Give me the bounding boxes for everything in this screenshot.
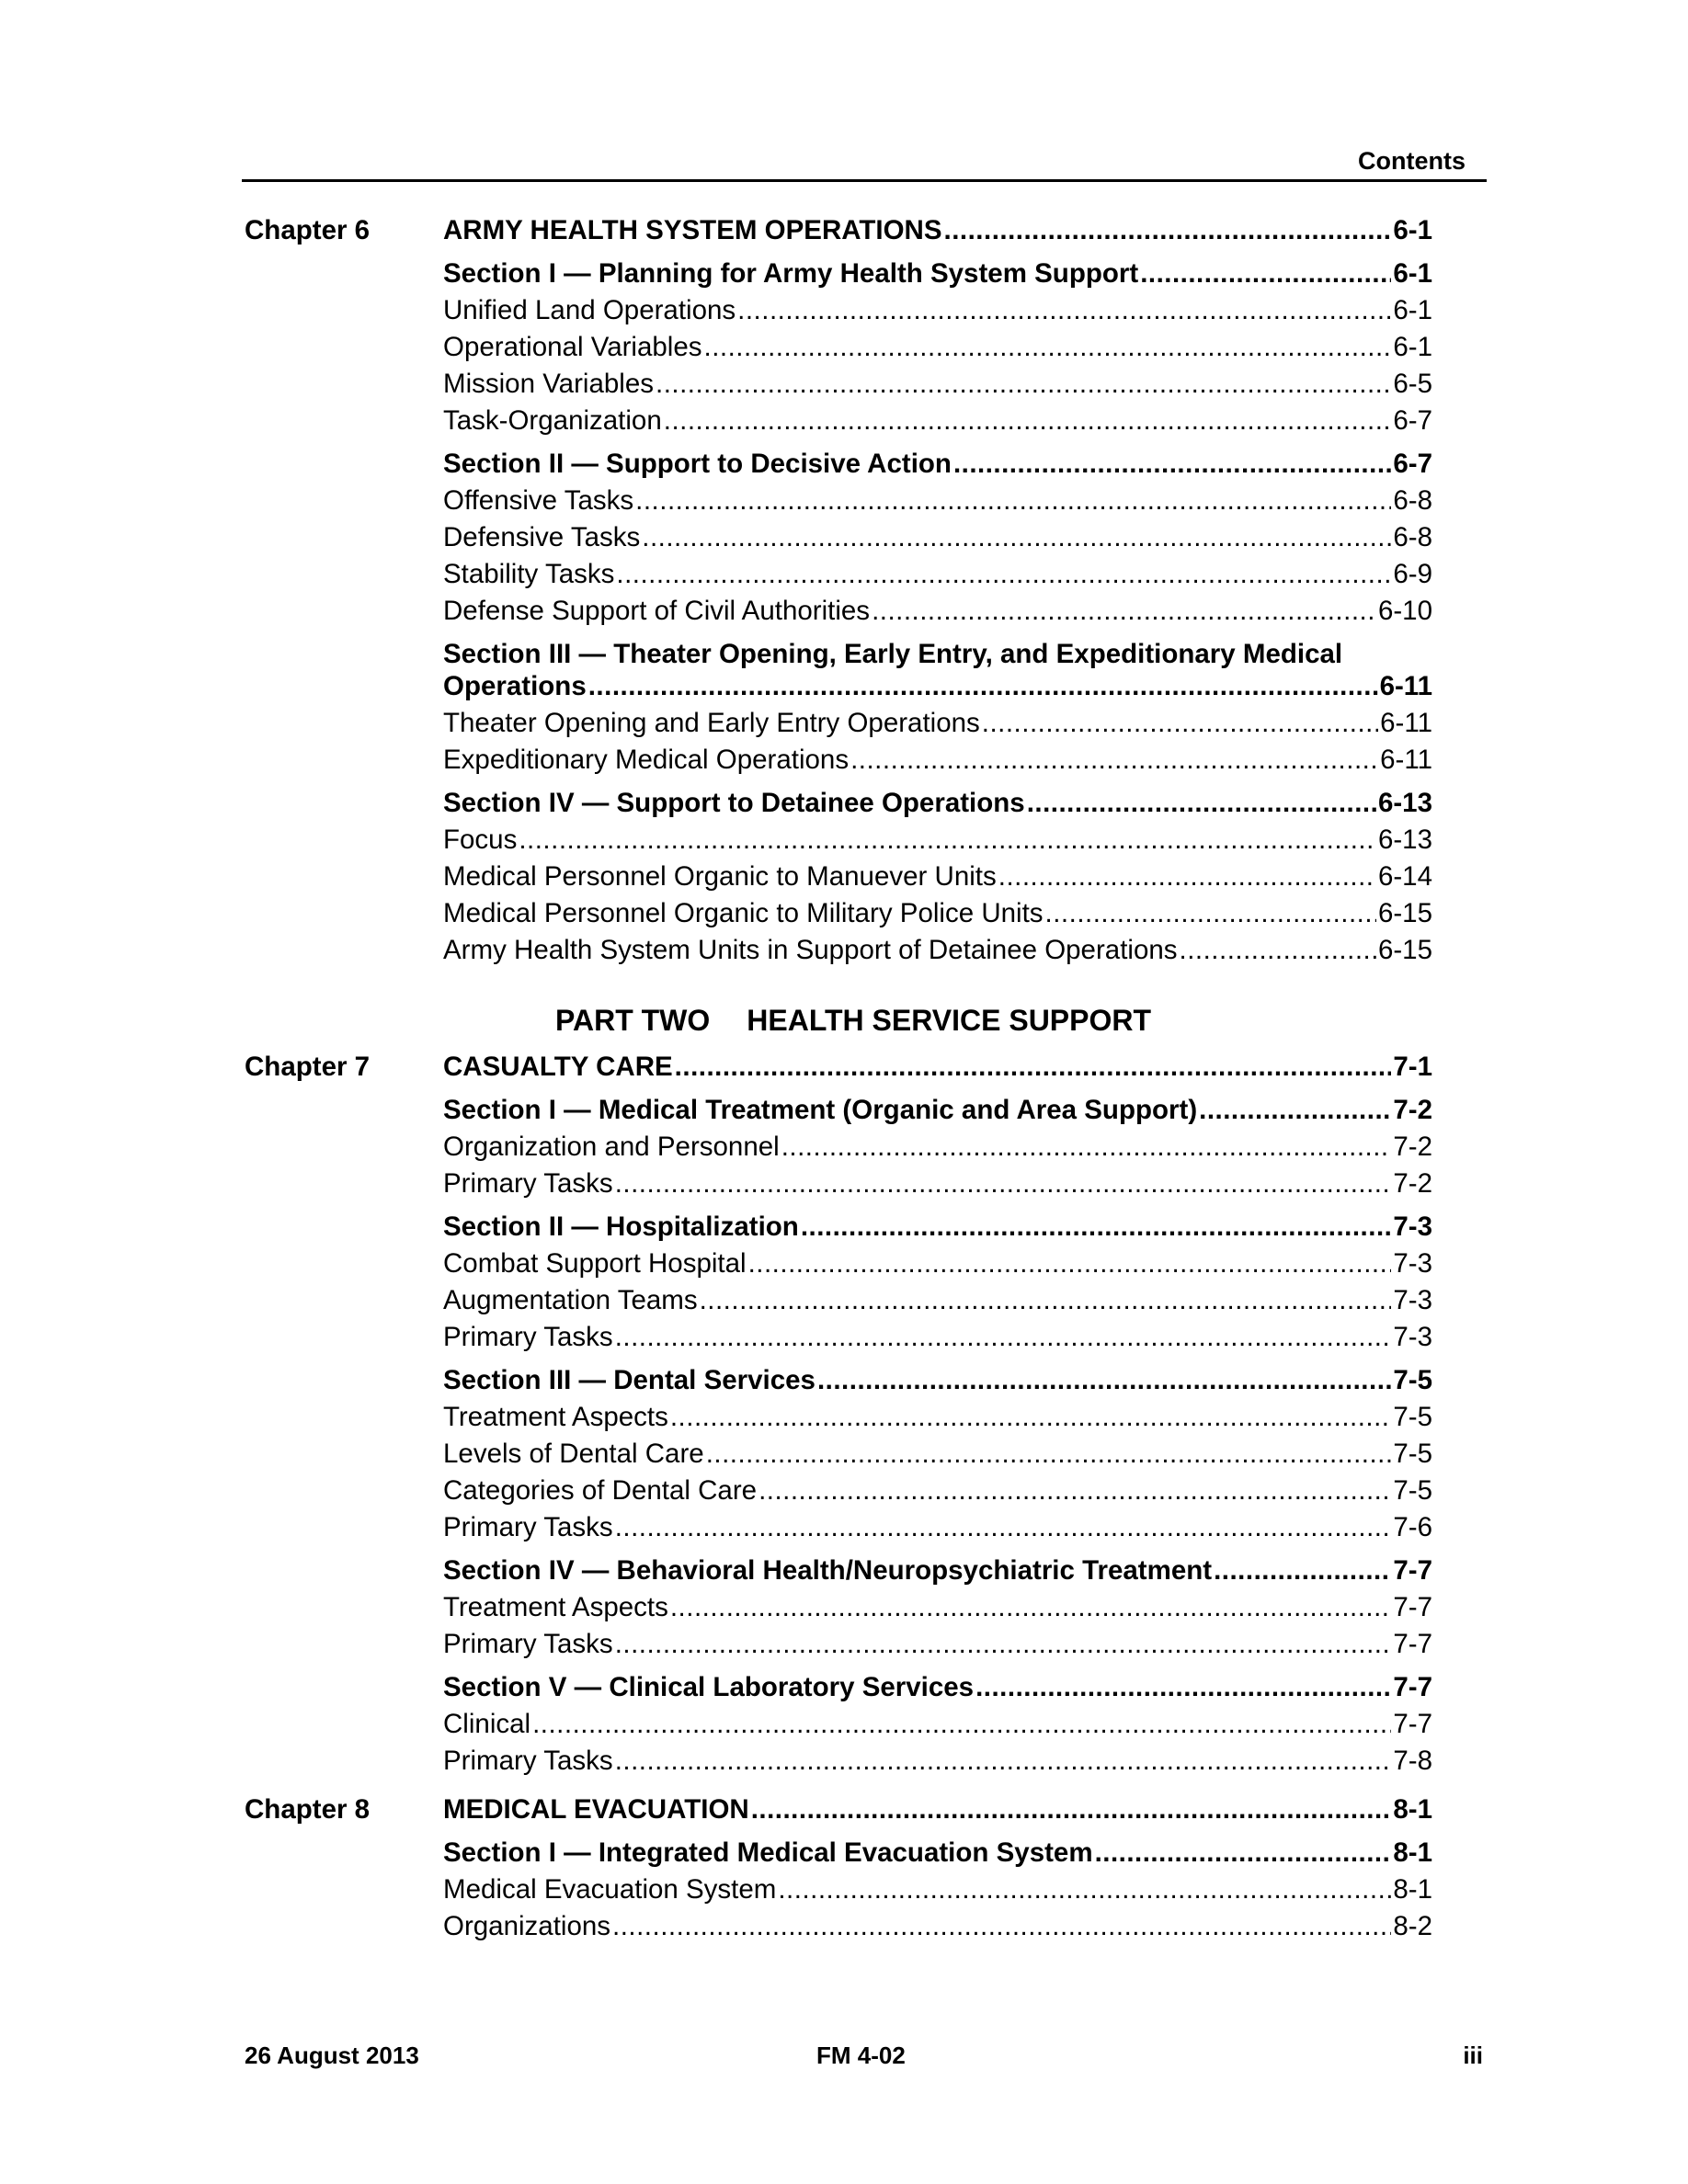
- dot-leader: [670, 1401, 1392, 1434]
- entry-title: Primary Tasks: [443, 1629, 613, 1659]
- entry-title: Combat Support Hospital: [443, 1248, 747, 1279]
- topic-row[interactable]: [443, 1131, 1432, 1164]
- page-number: 7-3: [1393, 1285, 1432, 1315]
- footer-document-id: FM 4-02: [816, 2042, 906, 2069]
- entry-title: Organizations: [443, 1911, 611, 1941]
- dot-leader: [872, 595, 1376, 628]
- running-head: Contents: [1358, 147, 1466, 175]
- page-number: 7-2: [1393, 1095, 1432, 1125]
- topic-row[interactable]: [443, 368, 1432, 401]
- page-number: 6-15: [1377, 898, 1432, 928]
- entry-title: Levels of Dental Care: [443, 1439, 704, 1469]
- page-number: 8-1: [1393, 1837, 1432, 1868]
- dot-leader: [616, 558, 1391, 591]
- topic-row[interactable]: [443, 1708, 1432, 1741]
- chapter-title: CASUALTY CARE: [443, 1052, 673, 1082]
- page-number: 6-7: [1393, 405, 1432, 436]
- topic-row[interactable]: [443, 294, 1432, 327]
- entry-title: Operations: [443, 671, 587, 701]
- entry-title: Primary Tasks: [443, 1512, 613, 1542]
- dot-leader: [748, 1247, 1392, 1280]
- page-number: 6-15: [1377, 935, 1432, 965]
- section-title-first-line: Section III — Theater Opening, Early Entry, and Expeditionary Medical: [443, 639, 1343, 669]
- dot-leader: [704, 331, 1392, 364]
- topic-row[interactable]: [443, 744, 1432, 777]
- dot-leader: [612, 1910, 1391, 1943]
- topic-row[interactable]: [443, 824, 1432, 857]
- part-title: HEALTH SERVICE SUPPORT: [747, 1004, 1152, 1037]
- topic-row[interactable]: [443, 1591, 1432, 1624]
- chapter-title-row[interactable]: [443, 1051, 1432, 1084]
- dot-leader: [1140, 257, 1391, 290]
- entry-title: Section I — Integrated Medical Evacuation System: [443, 1837, 1093, 1868]
- entry-title: Focus: [443, 825, 518, 855]
- footer-page-number: iii: [1463, 2042, 1483, 2069]
- dot-leader: [635, 484, 1391, 518]
- page-number: 7-2: [1393, 1168, 1432, 1199]
- dot-leader: [998, 860, 1376, 893]
- page-number: 7-3: [1393, 1248, 1432, 1279]
- dot-leader: [778, 1873, 1391, 1906]
- chapter-label: Chapter 7: [245, 1052, 371, 1082]
- topic-row[interactable]: [443, 521, 1432, 554]
- topic-row[interactable]: [443, 558, 1432, 591]
- topic-row[interactable]: [443, 860, 1432, 893]
- dot-leader: [615, 1628, 1392, 1661]
- dot-leader: [944, 214, 1392, 247]
- section-row[interactable]: [443, 1837, 1432, 1870]
- topic-row[interactable]: [443, 1321, 1432, 1354]
- dot-leader: [615, 1321, 1392, 1354]
- entry-title: Mission Variables: [443, 369, 654, 399]
- page-number: 6-9: [1393, 559, 1432, 589]
- page-number: 7-7: [1393, 1709, 1432, 1739]
- dot-leader: [982, 707, 1378, 740]
- entry-title: Section IV — Behavioral Health/Neuropsychiatric Treatment: [443, 1555, 1213, 1586]
- page-number: 6-1: [1393, 215, 1432, 245]
- entry-title: Operational Variables: [443, 332, 702, 362]
- header-rule: [242, 179, 1487, 182]
- section-row[interactable]: [443, 257, 1432, 290]
- dot-leader: [656, 368, 1391, 401]
- page-number: 6-8: [1393, 522, 1432, 552]
- topic-row[interactable]: [443, 707, 1432, 740]
- section-row[interactable]: [443, 1094, 1432, 1127]
- entry-title: Section V — Clinical Laboratory Services: [443, 1672, 975, 1702]
- part-number: PART TWO: [555, 1004, 711, 1037]
- entry-title: Categories of Dental Care: [443, 1475, 758, 1506]
- dot-leader: [615, 1167, 1392, 1200]
- entry-title: Section I — Medical Treatment (Organic and Area Support): [443, 1095, 1198, 1125]
- page-number: 7-6: [1393, 1512, 1432, 1542]
- topic-row[interactable]: [443, 1167, 1432, 1200]
- chapter-label: Chapter 8: [245, 1794, 371, 1825]
- entry-title: Section II — Hospitalization: [443, 1211, 799, 1242]
- page-number: 6-5: [1393, 369, 1432, 399]
- topic-row[interactable]: [443, 484, 1432, 518]
- dot-leader: [700, 1284, 1392, 1317]
- page-number: 7-1: [1393, 1052, 1432, 1082]
- dot-leader: [532, 1708, 1391, 1741]
- topic-row[interactable]: [443, 934, 1432, 967]
- dot-leader: [675, 1051, 1392, 1084]
- entry-title: Primary Tasks: [443, 1746, 613, 1776]
- topic-row[interactable]: [443, 1474, 1432, 1507]
- page-number: 6-10: [1377, 596, 1432, 626]
- dot-leader: [706, 1438, 1392, 1471]
- page-number: 7-2: [1393, 1132, 1432, 1162]
- entry-title: Expeditionary Medical Operations: [443, 745, 850, 775]
- entry-title: Defensive Tasks: [443, 522, 641, 552]
- topic-row[interactable]: [443, 1401, 1432, 1434]
- page-number: 7-5: [1393, 1475, 1432, 1506]
- page-number: 7-7: [1393, 1555, 1432, 1586]
- page-number: 7-5: [1393, 1402, 1432, 1432]
- chapter-title: ARMY HEALTH SYSTEM OPERATIONS: [443, 215, 942, 245]
- page-number: 7-8: [1393, 1746, 1432, 1776]
- entry-title: Medical Personnel Organic to Military Police Units: [443, 898, 1044, 928]
- topic-row[interactable]: [443, 1873, 1432, 1906]
- dot-leader: [1095, 1837, 1392, 1870]
- entry-title: Section III — Dental Services: [443, 1365, 815, 1395]
- topic-row[interactable]: [443, 1511, 1432, 1544]
- topic-row[interactable]: [443, 1628, 1432, 1661]
- entry-title: Theater Opening and Early Entry Operations: [443, 708, 980, 738]
- dot-leader: [758, 1474, 1391, 1507]
- dot-leader: [737, 294, 1391, 327]
- topic-row[interactable]: [443, 1745, 1432, 1778]
- page-number: 7-7: [1393, 1629, 1432, 1659]
- dot-leader: [642, 521, 1391, 554]
- dot-leader: [664, 404, 1392, 438]
- page-number: 8-2: [1393, 1911, 1432, 1941]
- page-number: 6-11: [1380, 745, 1432, 775]
- dot-leader: [781, 1131, 1392, 1164]
- topic-row[interactable]: [443, 897, 1432, 930]
- topic-row[interactable]: [443, 331, 1432, 364]
- page-number: 6-11: [1379, 671, 1432, 701]
- topic-row[interactable]: [443, 1284, 1432, 1317]
- dot-leader: [615, 1511, 1392, 1544]
- entry-title: Task-Organization: [443, 405, 662, 436]
- page-number: 7-7: [1393, 1672, 1432, 1702]
- page-number: 6-8: [1393, 485, 1432, 516]
- topic-row[interactable]: [443, 1910, 1432, 1943]
- dot-leader: [1180, 934, 1376, 967]
- dot-leader: [519, 824, 1376, 857]
- dot-leader: [1199, 1094, 1391, 1127]
- entry-title: Section IV — Support to Detainee Operations: [443, 788, 1025, 818]
- dot-leader: [615, 1745, 1392, 1778]
- entry-title: Offensive Tasks: [443, 485, 634, 516]
- chapter-title-row[interactable]: [443, 1793, 1432, 1826]
- dot-leader: [953, 448, 1391, 481]
- dot-leader: [1045, 897, 1376, 930]
- page-number: 6-1: [1393, 332, 1432, 362]
- dot-leader: [817, 1364, 1391, 1397]
- section-row[interactable]: [443, 787, 1432, 820]
- entry-title: Organization and Personnel: [443, 1132, 780, 1162]
- page-number: 7-3: [1393, 1322, 1432, 1352]
- entry-title: Stability Tasks: [443, 559, 615, 589]
- page-number: 6-1: [1393, 295, 1432, 325]
- topic-row[interactable]: [443, 404, 1432, 438]
- entry-title: Section I — Planning for Army Health System Support: [443, 258, 1139, 289]
- page-number: 6-7: [1393, 449, 1432, 479]
- page-number: 7-3: [1393, 1211, 1432, 1242]
- dot-leader: [975, 1671, 1391, 1704]
- dot-leader: [801, 1211, 1392, 1244]
- chapter-label: Chapter 6: [245, 215, 371, 245]
- section-row[interactable]: [443, 1671, 1432, 1704]
- entry-title: Treatment Aspects: [443, 1592, 668, 1622]
- chapter-title: MEDICAL EVACUATION: [443, 1794, 749, 1825]
- page-number: 7-7: [1393, 1592, 1432, 1622]
- entry-title: Primary Tasks: [443, 1322, 613, 1352]
- entry-title: Army Health System Units in Support of Detainee Operations: [443, 935, 1178, 965]
- page-number: 6-11: [1380, 708, 1432, 738]
- entry-title: Primary Tasks: [443, 1168, 613, 1199]
- page-number: 6-13: [1377, 788, 1432, 818]
- page-number: 6-13: [1377, 825, 1432, 855]
- entry-title: Unified Land Operations: [443, 295, 736, 325]
- topic-row[interactable]: [443, 1438, 1432, 1471]
- page-number: 6-14: [1377, 861, 1432, 892]
- entry-title: Defense Support of Civil Authorities: [443, 596, 871, 626]
- section-row[interactable]: [443, 1211, 1432, 1244]
- entry-title: Section II — Support to Decisive Action: [443, 449, 952, 479]
- entry-title: Treatment Aspects: [443, 1402, 668, 1432]
- dot-leader: [670, 1591, 1392, 1624]
- section-row[interactable]: [443, 1364, 1432, 1397]
- dot-leader: [850, 744, 1378, 777]
- page-number: 7-5: [1393, 1439, 1432, 1469]
- page-number: 8-1: [1393, 1794, 1432, 1825]
- footer-date: 26 August 2013: [245, 2042, 419, 2069]
- entry-title: Augmentation Teams: [443, 1285, 698, 1315]
- dot-leader: [1214, 1554, 1391, 1587]
- entry-title: Clinical: [443, 1709, 531, 1739]
- dot-leader: [751, 1793, 1392, 1826]
- page-number: 6-1: [1393, 258, 1432, 289]
- dot-leader: [1027, 787, 1376, 820]
- page-number: 7-5: [1393, 1365, 1432, 1395]
- page-number: 8-1: [1393, 1874, 1432, 1905]
- topic-row[interactable]: [443, 595, 1432, 628]
- section-row[interactable]: [443, 1554, 1432, 1587]
- section-row[interactable]: [443, 448, 1432, 481]
- part-heading: [555, 1002, 1151, 1039]
- entry-title: Medical Evacuation System: [443, 1874, 777, 1905]
- dot-leader: [588, 670, 1378, 703]
- section-row[interactable]: [443, 670, 1432, 703]
- topic-row[interactable]: [443, 1247, 1432, 1280]
- entry-title: Medical Personnel Organic to Manuever Units: [443, 861, 997, 892]
- chapter-title-row[interactable]: [443, 214, 1432, 247]
